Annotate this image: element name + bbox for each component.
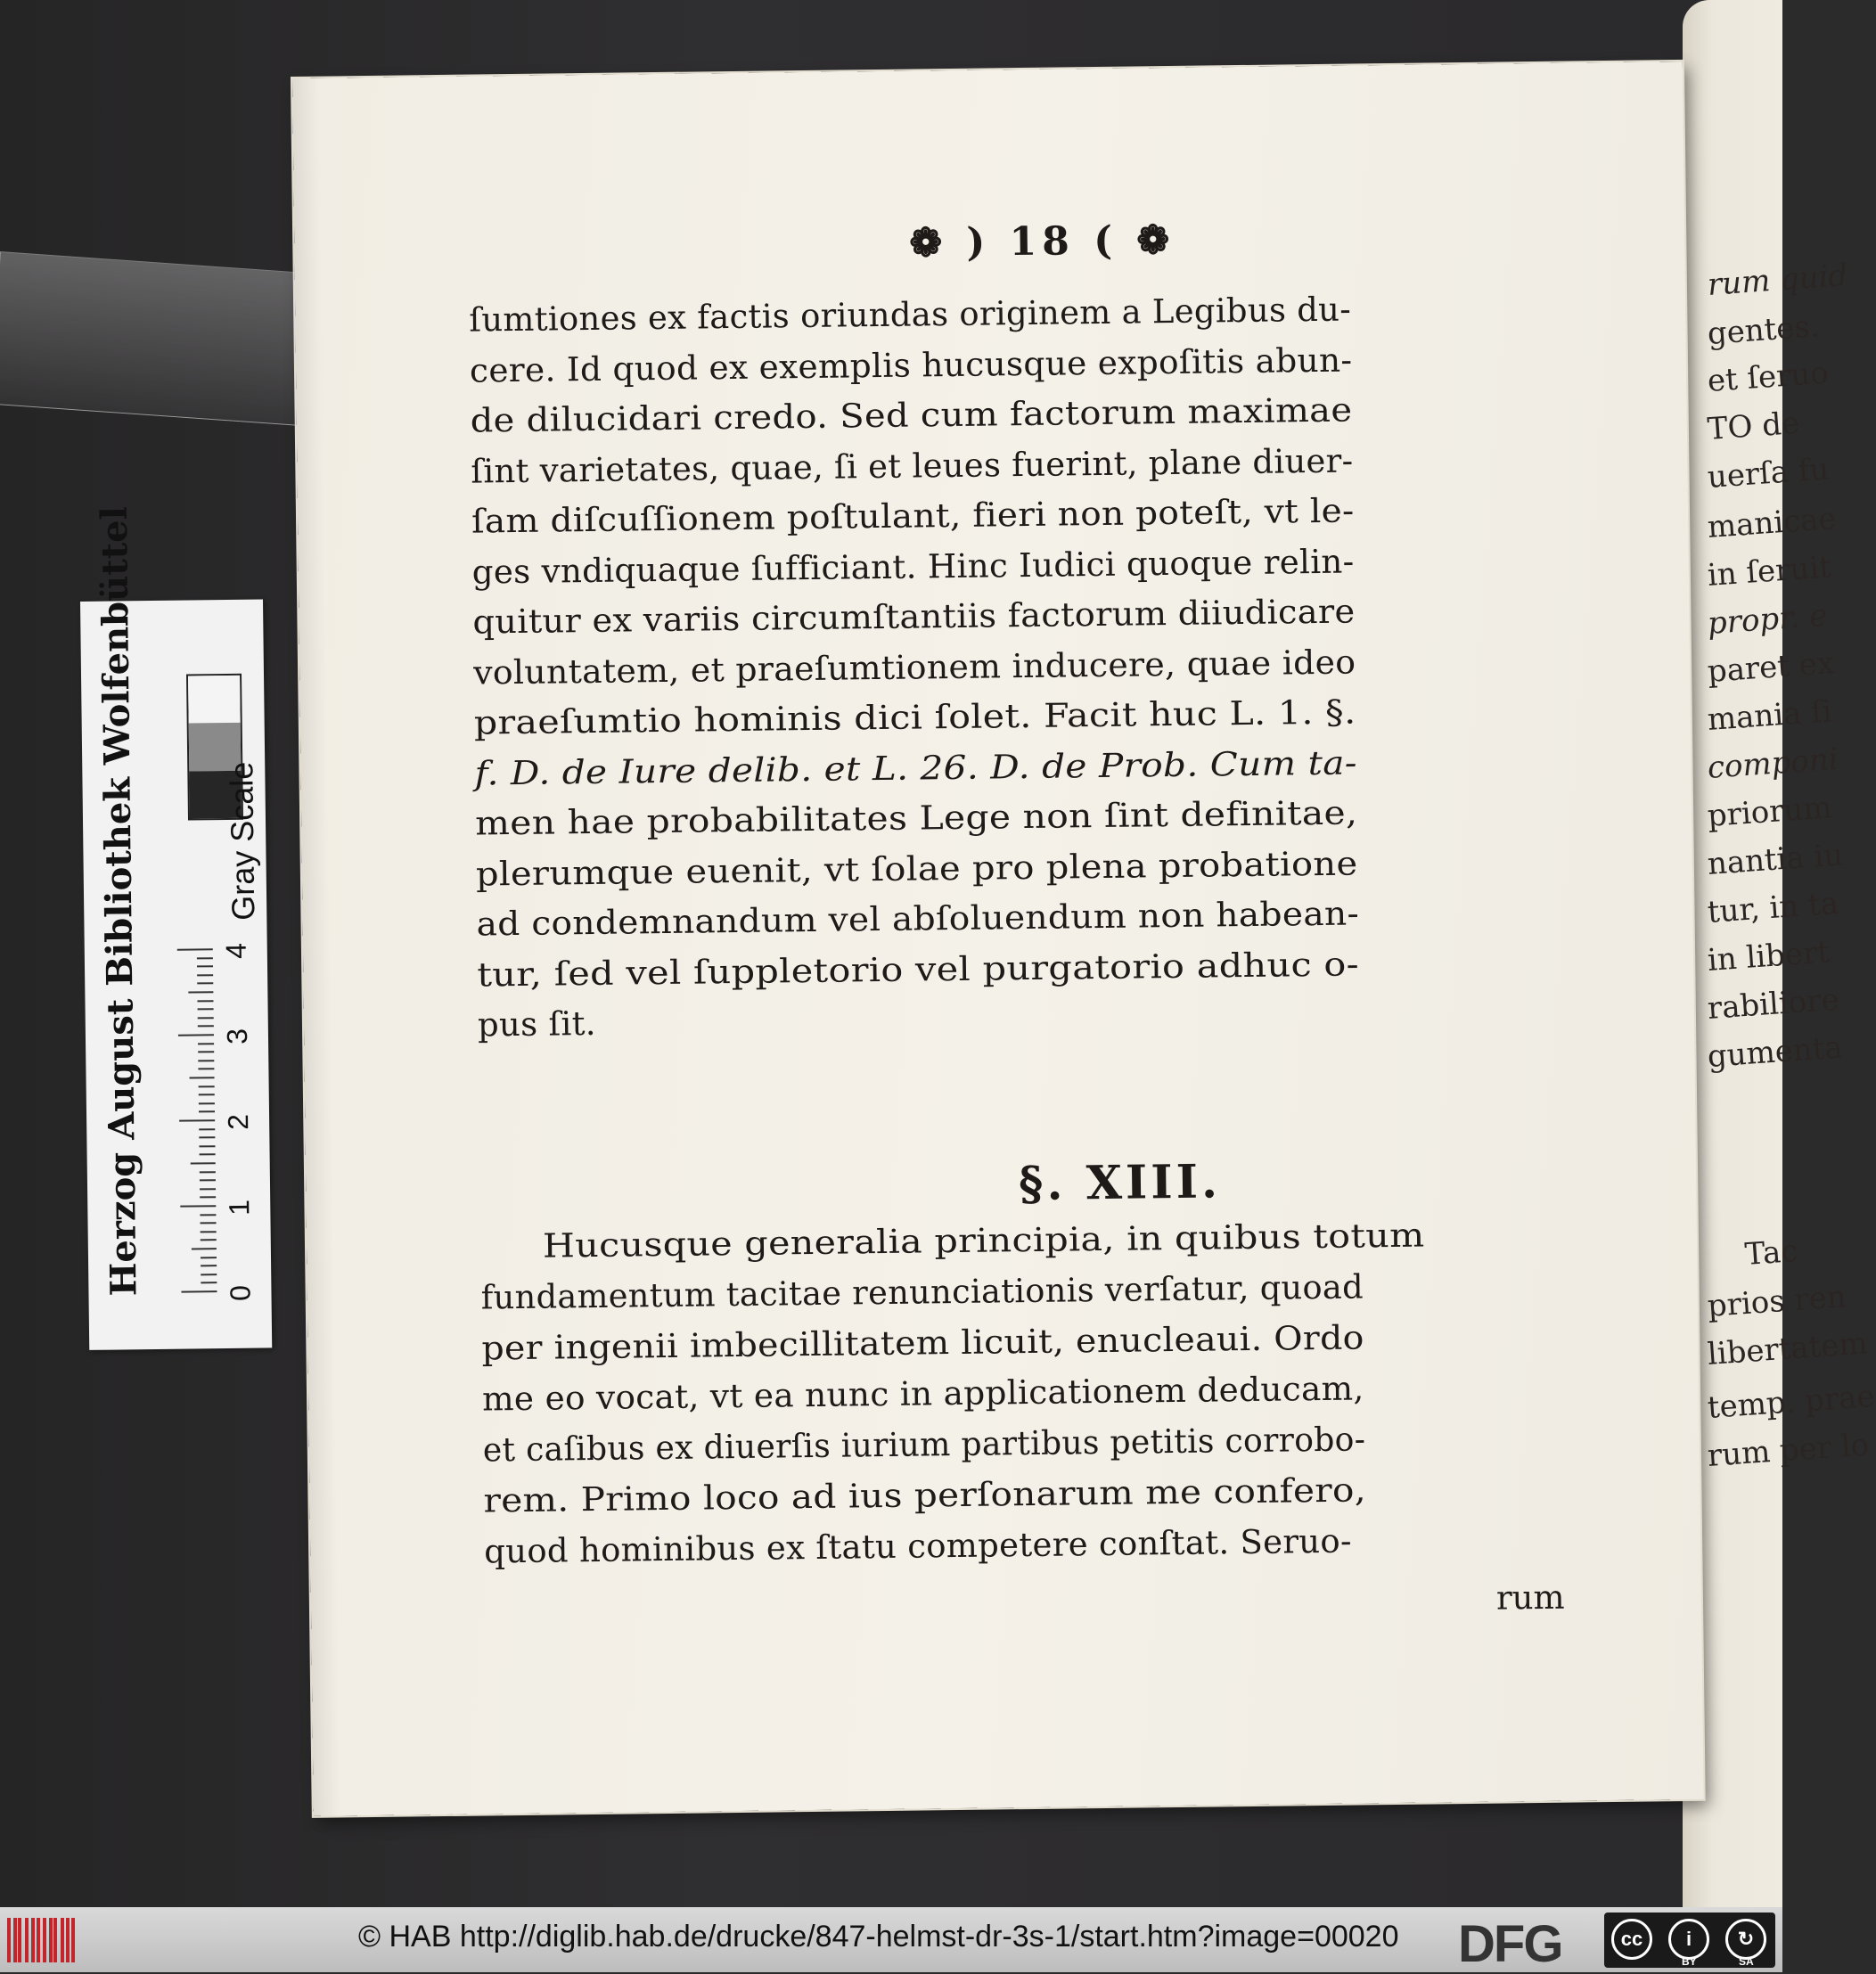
facing-page-line: propr. e (1706, 597, 1829, 642)
barcode-bar (61, 1918, 64, 1962)
ruler-tick (199, 1136, 215, 1138)
facing-page-line: gentes. (1706, 308, 1821, 352)
book-page (292, 61, 1704, 1816)
barcode-bar (43, 1918, 46, 1962)
text-line: me eo vocat, vt ea nunc in applicationem deducam, (481, 1369, 1364, 1419)
text-line: et caſibus ex diuerſis iurium partibus petitis corrobo- (482, 1420, 1366, 1470)
facing-page-line: paret ex (1706, 645, 1836, 690)
ruler-tick (201, 1257, 217, 1258)
cc-icon: cc (1611, 1919, 1652, 1960)
text-line: Hucusque generalia principia, in quibus totum (542, 1216, 1425, 1265)
gray-scale-label: Gray Scale (223, 761, 262, 921)
ruler-tick (197, 1000, 213, 1002)
ruler-tick (201, 1265, 217, 1266)
ruler-tick (180, 1205, 216, 1207)
license-by-label: BY (1682, 1955, 1697, 1968)
catchword: rum (1495, 1577, 1565, 1618)
text-line: pus ſit. (477, 1003, 597, 1044)
text-line: rem. Primo loco ad ius perſonarum me confero, (483, 1470, 1367, 1520)
text-line: fundamentum tacitae renunciationis verſatur, quoad (480, 1267, 1364, 1317)
facing-page-line: manicae (1706, 500, 1838, 545)
facing-page-line: in libert (1706, 934, 1831, 979)
facing-page-line: mania ſi (1706, 693, 1833, 738)
ruler-number: 2 (222, 1113, 255, 1131)
ruler-tick (200, 1188, 216, 1190)
cc-license-badge[interactable] (1604, 1913, 1775, 1968)
facing-page-line: tur, in ta (1706, 885, 1840, 930)
ruler-tick (190, 1077, 215, 1078)
text-line: cere. Id quod ex exemplis hucusque expoſitis abun- (469, 340, 1353, 390)
facing-page-line: uerſa fu (1706, 451, 1831, 496)
ruler-number: 4 (219, 942, 252, 960)
facing-page-line: libertatem (1706, 1325, 1869, 1372)
barcode-bar (49, 1918, 53, 1962)
ruler-tick (188, 991, 213, 993)
ruler-tick (179, 1119, 215, 1121)
ruler-tick (198, 1069, 214, 1070)
text-line: de dilucidari credo. Sed cum factorum maximae (470, 390, 1353, 440)
ruler-tick (201, 1222, 217, 1224)
ruler-number: 3 (220, 1028, 254, 1045)
facing-page-line: Tac (1743, 1233, 1799, 1273)
ruler-tick (198, 1008, 214, 1010)
facing-page-line: rum quid (1706, 258, 1849, 303)
text-line: ges vndiquaque ſufficiant. Hinc Iudici quoque relin- (471, 541, 1355, 592)
facing-page-line: in ſeruit (1706, 549, 1833, 594)
text-line: ad condemnandum vel abſoluendum non habean- (476, 894, 1360, 944)
ruler-tick (201, 1231, 217, 1233)
barcode-bar (18, 1918, 21, 1962)
facing-page-line: temp. prae (1706, 1378, 1876, 1426)
facing-page-line: TO de (1706, 405, 1801, 447)
ruler-tick (199, 1111, 215, 1113)
gray-scale-card (80, 505, 272, 1349)
ruler-number: 0 (224, 1284, 257, 1302)
ruler-tick (199, 1128, 215, 1130)
footer-bar (0, 1907, 1782, 1972)
facing-page-line: rabiliore (1706, 981, 1840, 1027)
text-line: men hae probabilitates Lege non ſint definitae, (474, 793, 1358, 843)
facing-page-line: priorum (1706, 790, 1833, 834)
license-sa-label: SA (1739, 1955, 1754, 1968)
ruler-tick (201, 1240, 217, 1241)
facing-page-line: rum per lo (1706, 1427, 1871, 1474)
barcode-bar (71, 1918, 75, 1962)
text-line: ſam diſcuſſionem poſtulant, fieri non poteſt, vt le- (471, 491, 1355, 541)
text-line: voluntatem, et praeſumtionem inducere, quae ideo (472, 642, 1356, 692)
facing-page-line: gumenta (1706, 1029, 1844, 1075)
swatch-light (188, 676, 241, 724)
text-line: praeſumtio hominis dici ſolet. Facit huc L. 1. §. (473, 692, 1356, 742)
facing-page-line: prios ren (1706, 1279, 1847, 1324)
ruler (177, 942, 257, 1309)
ruler-tick (198, 1060, 214, 1061)
ruler-tick (197, 983, 213, 985)
ruler-tick (199, 1145, 215, 1147)
page-header: ❁ ) 18 ( ❁ (909, 217, 1176, 266)
ruler-tick (201, 1274, 217, 1275)
barcode-bar (53, 1918, 57, 1962)
barcode-bar (66, 1918, 70, 1962)
text-line: f. D. de Iure delib. et L. 26. D. de Prob. Cum ta- (474, 742, 1358, 793)
barcode-bar (25, 1918, 29, 1962)
barcode-bar (37, 1918, 40, 1962)
barcode-bar (7, 1918, 11, 1962)
text-line: ſint varietates, quae, ſi et leues fuerint, plane diuer- (471, 440, 1354, 491)
text-line: quitur ex variis circumſtantiis factorum diiudicare (472, 592, 1356, 642)
ruler-tick (197, 974, 213, 976)
barcode-bar (31, 1918, 35, 1962)
ruler-tick (201, 1282, 217, 1284)
ruler-tick (198, 1026, 214, 1028)
barcode-icon (7, 1918, 78, 1962)
facing-page-line: componi (1706, 741, 1839, 786)
ruler-tick (192, 1248, 217, 1249)
library-name: Herzog August Bibliothek Wolfenbüttel (93, 505, 145, 1297)
text-line: quod hominibus ex ſtatu competere conſtat. Seruo- (483, 1521, 1353, 1571)
dfg-logo: DFG (1458, 1915, 1562, 1973)
ruler-tick (200, 1197, 216, 1199)
text-line: ſumtiones ex factis oriundas originem a Legibus du- (469, 290, 1352, 340)
ruler-tick (198, 1043, 214, 1044)
ruler-tick (191, 1162, 216, 1164)
ruler-number: 1 (223, 1199, 256, 1216)
ruler-tick (178, 1034, 214, 1036)
ruler-tick (200, 1171, 216, 1173)
ruler-tick (197, 965, 213, 967)
text-line: tur, ſed vel ſuppletorio vel purgatorio adhuc o- (477, 944, 1360, 995)
section-heading: §. XIII. (1018, 1154, 1222, 1212)
ruler-tick (200, 1214, 216, 1216)
text-line: per ingenii imbecillitatem licuit, enucleaui. Ordo (481, 1318, 1364, 1368)
ruler-tick (197, 957, 213, 959)
ruler-tick (199, 1093, 215, 1095)
ruler-tick (200, 1179, 216, 1181)
ruler-tick (199, 1102, 215, 1104)
copyright-link[interactable]: © HAB http://diglib.hab.de/drucke/847-helmst-dr-3s-1/start.htm?image=00020 (358, 1920, 1399, 1954)
facing-page-line: et ſeruo (1706, 355, 1830, 399)
ruler-tick (177, 948, 213, 950)
ruler-tick (200, 1154, 216, 1156)
ruler-tick (198, 1017, 214, 1019)
barcode-bar (13, 1918, 17, 1962)
ruler-tick (199, 1085, 215, 1087)
text-line: plerumque euenit, vt ſolae pro plena probatione (475, 843, 1358, 894)
by-person-icon: i (1668, 1919, 1709, 1960)
ruler-tick (181, 1290, 217, 1292)
facing-page-line: nantia iu (1706, 837, 1845, 882)
sa-share-icon: ↻ (1725, 1919, 1766, 1960)
ruler-tick (198, 1051, 214, 1053)
